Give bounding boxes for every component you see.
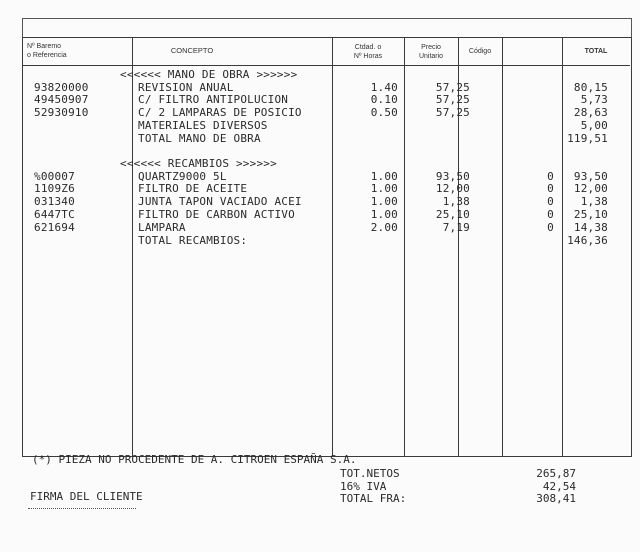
table-cell-ref: 6447TC: [34, 207, 75, 221]
table-cell-precio: 1,38: [442, 195, 470, 209]
table-cell-concepto: TOTAL RECAMBIOS:: [138, 233, 248, 247]
table-cell-ref: 031340: [34, 195, 75, 209]
table-cell-cantidad: 2.00: [370, 220, 398, 234]
table-cell-precio: 93,50: [435, 169, 470, 183]
table-cell-total: 5,00: [580, 118, 608, 132]
table-cell-precio: 7,19: [442, 220, 470, 234]
table-cell-total: 93,50: [573, 169, 608, 183]
iva-value: 42,54: [542, 480, 576, 493]
signature-label: FIRMA DEL CLIENTE: [30, 490, 143, 503]
header-codigo: Código: [468, 48, 492, 55]
col-divider: [332, 37, 333, 456]
table-cell-concepto: LAMPARA: [138, 220, 186, 234]
table-cell-concepto: QUARTZ9000 5L: [138, 169, 227, 183]
table-cell-codigo: 0: [547, 182, 554, 196]
table-cell-ref: 621694: [34, 220, 75, 234]
table-cell-concepto: FILTRO DE CARBON ACTIVO: [138, 207, 295, 221]
iva-label: 16% IVA: [340, 480, 387, 493]
top-box: [22, 18, 632, 38]
table-cell-precio: 25,10: [435, 207, 470, 221]
table-cell-ref: 52930910: [34, 106, 89, 120]
table-cell-total: 80,15: [573, 80, 608, 94]
table-cell-concepto: REVISION ANUAL: [138, 80, 234, 94]
table-cell-total: 14,38: [573, 220, 608, 234]
table-cell-cantidad: 1.40: [370, 80, 398, 94]
table-cell-concepto: FILTRO DE ACEITE: [138, 182, 248, 196]
table-cell-ref: %00007: [34, 169, 75, 183]
table-cell-total: 12,00: [573, 182, 608, 196]
table-cell-precio: 12,00: [435, 182, 470, 196]
table-cell-total: 1,38: [580, 195, 608, 209]
signature-line: [28, 508, 136, 509]
table-cell-total: 5,73: [580, 93, 608, 107]
total-value: 308,41: [536, 492, 576, 505]
table-cell-total: 146,36: [567, 233, 608, 247]
table-cell-precio: 57,25: [435, 93, 470, 107]
table-cell-cantidad: 1.00: [370, 182, 398, 196]
header-concepto: CONCEPTO: [170, 46, 214, 55]
table-cell-total: 28,63: [573, 106, 608, 120]
col-divider: [132, 37, 133, 456]
table-cell-cantidad: 0.50: [370, 106, 398, 120]
header-cantidad: Ctdad. o Nº Horas: [353, 44, 383, 60]
table-cell-total: 119,51: [567, 131, 608, 145]
netos-label: TOT.NETOS: [340, 467, 400, 480]
table-cell-codigo: 0: [547, 169, 554, 183]
netos-value: 265,87: [536, 467, 576, 480]
table-cell-precio: 57,25: [435, 80, 470, 94]
table-cell-concepto: JUNTA TAPON VACIADO ACEI: [138, 195, 302, 209]
col-divider: [502, 37, 503, 456]
table-cell-ref: 93820000: [34, 80, 89, 94]
table-cell-codigo: 0: [547, 195, 554, 209]
table-cell-cantidad: 1.00: [370, 207, 398, 221]
table-cell-cantidad: 1.00: [370, 195, 398, 209]
header-divider: [22, 65, 630, 66]
table-cell-concepto: MATERIALES DIVERSOS: [138, 118, 268, 132]
footer-note: (*) PIEZA NO PROCEDENTE DE A. CITROEN ESPAÑA S.A.: [32, 453, 357, 466]
table-cell-codigo: 0: [547, 207, 554, 221]
table-cell-cantidad: 1.00: [370, 169, 398, 183]
table-cell-codigo: 0: [547, 220, 554, 234]
header-total: TOTAL: [584, 48, 608, 55]
table-cell-ref: 49450907: [34, 93, 89, 107]
section-parts-title: <<<<<< RECAMBIOS >>>>>>: [120, 157, 277, 170]
table-cell-concepto: TOTAL MANO DE OBRA: [138, 131, 261, 145]
table-cell-concepto: C/ FILTRO ANTIPOLUCION: [138, 93, 289, 107]
table-cell-precio: 57,25: [435, 106, 470, 120]
table-cell-cantidad: 0.10: [370, 93, 398, 107]
table-cell-total: 25,10: [573, 207, 608, 221]
section-labor-title: <<<<<< MANO DE OBRA >>>>>>: [120, 68, 298, 81]
header-ref: Nº Baremo o Referencia: [27, 43, 67, 59]
table-cell-concepto: C/ 2 LAMPARAS DE POSICIO: [138, 106, 302, 120]
table-cell-ref: 1109Z6: [34, 182, 75, 196]
header-precio: Precio Unitario: [418, 44, 444, 60]
total-label: TOTAL FRA:: [340, 492, 407, 505]
